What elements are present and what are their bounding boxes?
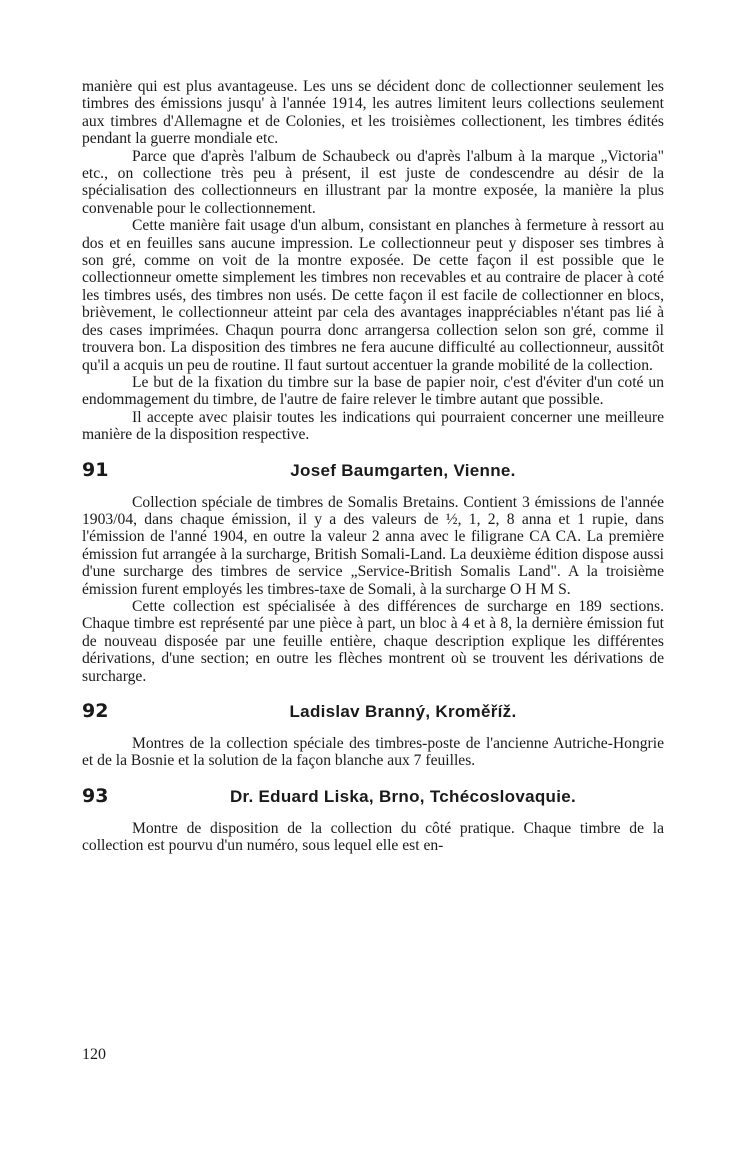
page-number: 120 xyxy=(82,1046,106,1063)
entry-91-paragraph-1: Collection spéciale de timbres de Somalis Bretains. Contient 3 émissions de l'année 1903/04, dans chaque émission, il y a des valeurs de ½, 1, 2, 8 anna et 1 rupie, dans l'émission de l'anné 1904, en outre la valeur 2 anna avec le filigrane CA CA. La première émission fut arrangée à la surcharge, British Somali-Land. La deuxième édition dispose aussi d'une surcharge des timbres de service „Service-British Somalis Land". A la troisième émission furent employés les timbres-taxe de Somali, à la surcharge O H M S. xyxy=(82,493,664,598)
entry-heading-92 xyxy=(82,700,664,725)
intro-paragraph-1: manière qui est plus avantageuse. Les uns se décident donc de collectionner seulement les timbres des émissions jusqu' à l'année 1914, les autres limitent leurs collections seulement aux timbres d'Allemagne et de Colonies, et les troisièmes collectionent, les timbres édités pendant la guerre mondiale etc. xyxy=(82,78,664,148)
intro-paragraph-3: Cette manière fait usage d'un album, consistant en planches à fermeture à ressort au dos et en feuilles sans aucune impression. Le collectionneur peut y disposer ses timbres à son gré, comme on voit de la montre exposée. De cette façon il est possible que le collectionneur omette simplement les timbres non recevables et au contraire de placer à coté les timbres usés, des timbres non usés. De cette façon il est facile de collectionner en blocs, brièvement, le collectionneur atteint par cela des avantages inappréciables n'étant pas lié à des cases imprimées. Chaqun pourra donc arrangersa collection selon son gré, comme il trouvera bon. La disposition des timbres ne fera aucune difficulté au collectionneur, aussitôt qu'il a acquis un peu de routine. Il faut surtout accentuer la grande mobilité de la collection. xyxy=(82,217,664,374)
entry-number: 93 xyxy=(82,784,109,807)
entry-93-paragraph-1: Montre de disposition de la collection du côté pratique. Chaque timbre de la collection est pourvu d'un numéro, sous lequel elle est en- xyxy=(82,819,664,855)
entry-number: 92 xyxy=(82,700,109,722)
entry-number: 91 xyxy=(82,458,109,481)
entry-92-paragraph-1: Montres de la collection spéciale des timbres-poste de l'ancienne Autriche-Hongrie et de la Bosnie et la solution de la façon blanche aux 7 feuilles. xyxy=(82,735,664,770)
entry-heading-93 xyxy=(82,784,664,810)
intro-paragraph-4: Le but de la fixation du timbre sur la base de papier noir, c'est d'éviter d'un coté un endommagement du timbre, de l'autre de faire relever le timbre autant que possible. xyxy=(82,373,664,409)
entry-exhibitor-name: Dr. Eduard Liska, Brno, Tchécoslovaquie. xyxy=(229,786,577,806)
entry-91-paragraph-2: Cette collection est spécialisée à des différences de surcharge en 189 sections. Chaque timbre est représenté par une pièce à part, un bloc à 4 et à 8, la dernière émission fut de nouveau disposée par une feuille entière, chaque description explique les différentes dérivations, d'une section; en outre les flèches montrent où se trouvent les dérivations de surcharge. xyxy=(82,597,664,685)
intro-paragraph-5: Il accepte avec plaisir toutes les indications qui pourraient concerner une meilleure manière de la disposition respective. xyxy=(82,408,664,444)
entry-heading-91 xyxy=(82,458,664,484)
entry-exhibitor-name: Ladislav Branný, Kroměříž. xyxy=(289,702,517,721)
intro-paragraph-2: Parce que d'après l'album de Schaubeck ou d'après l'album à la marque „Victoria" etc., on collectione très peu à présent, il est juste de condescendre au désir de la spécialisation des collectionneurs en illustrant par la montre exposée, la manière la plus convenable pour le collectionnement. xyxy=(82,147,664,217)
page-body xyxy=(82,78,664,855)
entry-exhibitor-name: Josef Baumgarten, Vienne. xyxy=(290,460,516,480)
